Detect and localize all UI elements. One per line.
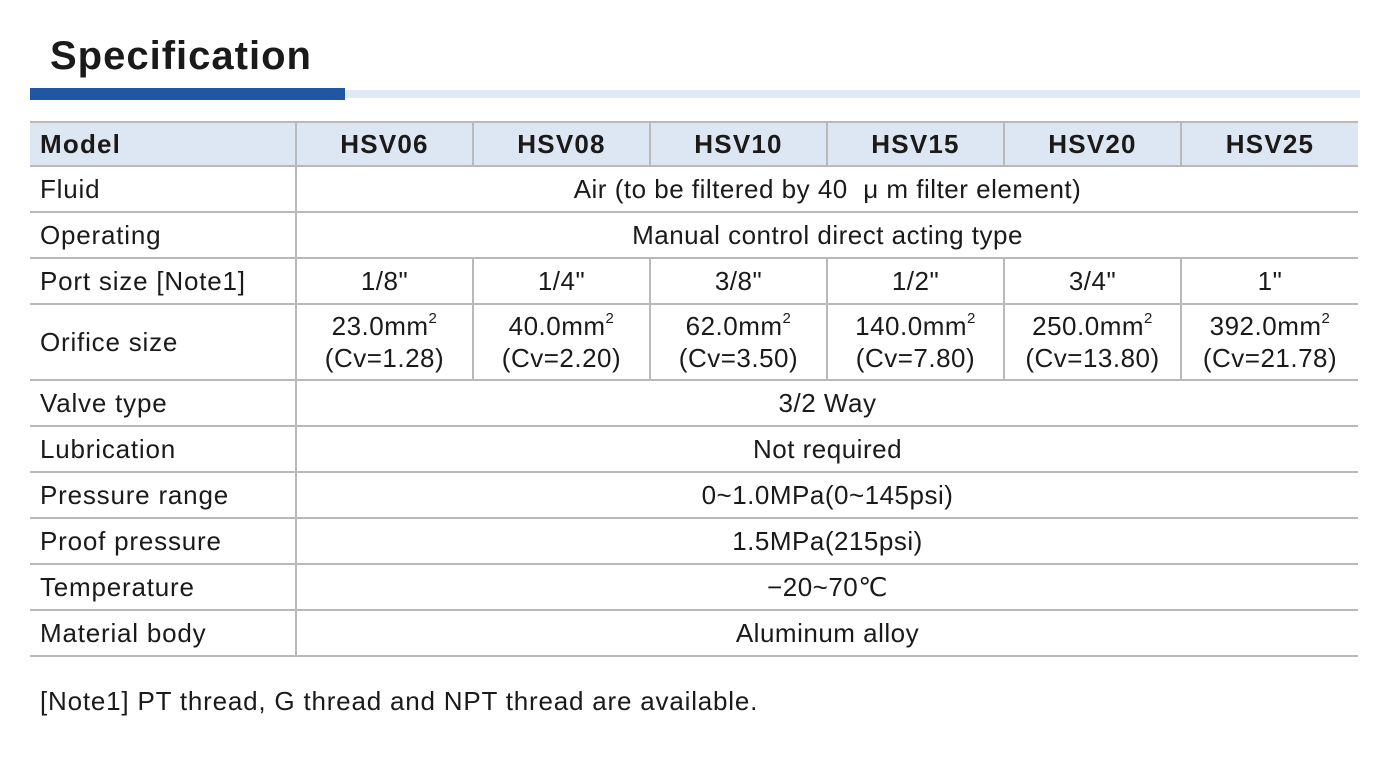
orifice-area-value: 23.0 (331, 311, 385, 341)
orifice-cell-hsv25 (1181, 304, 1358, 380)
port-size-hsv15: 1/2" (827, 258, 1004, 304)
port-size-hsv25: 1" (1181, 258, 1358, 304)
row-label-valve-type: Valve type (30, 380, 296, 426)
orifice-cv: (Cv=3.50) (678, 343, 799, 373)
table-row-pressure-range (30, 472, 1358, 518)
row-label-operating: Operating (30, 212, 296, 258)
row-label-fluid: Fluid (30, 166, 296, 212)
value-proof-pressure: 1.5MPa(215psi) (296, 518, 1358, 564)
orifice-cell-hsv20 (1004, 304, 1181, 380)
orifice-cell-hsv15 (827, 304, 1004, 380)
orifice-area-unit: mm (1277, 311, 1322, 341)
table-header-row (30, 122, 1358, 166)
orifice-area-unit: mm (1099, 311, 1145, 341)
orifice-cv: (Cv=7.80) (855, 343, 976, 373)
orifice-cv: (Cv=21.78) (1202, 343, 1338, 373)
value-valve-type: 3/2 Way (296, 380, 1358, 426)
table-row-port-size (30, 258, 1358, 304)
title-underline (30, 88, 1360, 100)
orifice-area-exponent: 2 (1321, 310, 1331, 327)
model-hsv06: HSV06 (296, 122, 473, 166)
port-size-hsv10: 3/8" (650, 258, 827, 304)
orifice-area (1005, 310, 1180, 342)
table-row-operating (30, 212, 1358, 258)
orifice-cell-hsv06 (296, 304, 473, 380)
orifice-area (1182, 310, 1358, 342)
model-hsv20: HSV20 (1004, 122, 1181, 166)
row-label-pressure-range: Pressure range (30, 472, 296, 518)
orifice-area-exponent: 2 (1144, 310, 1153, 327)
footnote: [Note1] PT thread, G thread and NPT thread are available. (40, 686, 759, 716)
table-row-valve-type (30, 380, 1358, 426)
value-pressure-range: 0~1.0MPa(0~145psi) (296, 472, 1358, 518)
table-row-proof-pressure (30, 518, 1358, 564)
orifice-cell-hsv10 (650, 304, 827, 380)
orifice-area-value: 62.0 (685, 311, 739, 341)
orifice-area-unit: mm (384, 311, 429, 341)
value-material-body: Aluminum alloy (296, 610, 1358, 656)
orifice-area-exponent: 2 (605, 310, 615, 327)
model-hsv10: HSV10 (650, 122, 827, 166)
orifice-cv: (Cv=13.80) (1025, 343, 1160, 373)
orifice-area (828, 310, 1003, 342)
table-row-lubrication (30, 426, 1358, 472)
orifice-area (297, 310, 472, 342)
title-underline-accent (30, 88, 345, 100)
model-hsv25: HSV25 (1181, 122, 1358, 166)
orifice-area-unit: mm (922, 311, 968, 341)
orifice-area-value: 140.0 (855, 311, 923, 341)
page-title: Specification (50, 34, 312, 78)
value-temperature: −20~70℃ (296, 564, 1358, 610)
row-label-lubrication: Lubrication (30, 426, 296, 472)
value-fluid: Air (to be filtered by 40 μ m filter element) (296, 166, 1358, 212)
orifice-area (651, 310, 826, 342)
model-hsv15: HSV15 (827, 122, 1004, 166)
table-row-material-body (30, 610, 1358, 656)
table-row-fluid (30, 166, 1358, 212)
orifice-area (474, 310, 649, 342)
orifice-cv: (Cv=1.28) (324, 343, 445, 373)
table-row-temperature (30, 564, 1358, 610)
port-size-hsv20: 3/4" (1004, 258, 1181, 304)
row-label-orifice-size: Orifice size (30, 304, 296, 380)
orifice-area-value: 40.0 (508, 311, 562, 341)
orifice-area-unit: mm (561, 311, 606, 341)
orifice-cv: (Cv=2.20) (501, 343, 622, 373)
row-label-material-body: Material body (30, 610, 296, 656)
specification-table (30, 121, 1358, 657)
row-label-proof-pressure: Proof pressure (30, 518, 296, 564)
row-label-port-size: Port size [Note1] (30, 258, 296, 304)
port-size-hsv08: 1/4" (473, 258, 650, 304)
value-operating: Manual control direct acting type (296, 212, 1358, 258)
orifice-cell-hsv08 (473, 304, 650, 380)
orifice-area-value: 392.0 (1209, 311, 1278, 341)
value-lubrication: Not required (296, 426, 1358, 472)
orifice-area-exponent: 2 (967, 310, 976, 327)
port-size-hsv06: 1/8" (296, 258, 473, 304)
row-label-temperature: Temperature (30, 564, 296, 610)
orifice-area-unit: mm (738, 311, 783, 341)
orifice-area-exponent: 2 (428, 310, 438, 327)
table-row-orifice-size (30, 304, 1358, 380)
orifice-area-exponent: 2 (782, 310, 792, 327)
orifice-area-value: 250.0 (1032, 311, 1100, 341)
model-hsv08: HSV08 (473, 122, 650, 166)
header-model-label: Model (30, 122, 296, 166)
